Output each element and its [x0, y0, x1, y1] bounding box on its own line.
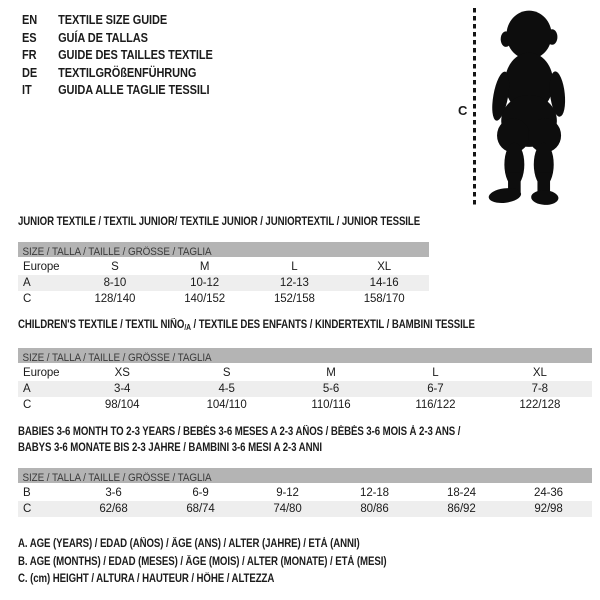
size-cell: 104/110 [206, 399, 247, 411]
language-code: IT [22, 83, 32, 98]
legend-note-line: B. AGE (MONTHS) / EDAD (MESES) / ÂGE (MOIS) / ALTER (MONATE) / ETÀ (MESI) [18, 555, 387, 568]
size-cell: 10-12 [190, 277, 220, 289]
size-header-bar [18, 468, 592, 483]
size-header-bar [18, 242, 429, 257]
size-cell: 3-4 [114, 383, 131, 395]
language-row [22, 47, 213, 65]
size-cell: 6-9 [192, 487, 209, 499]
size-cell: 6-7 [427, 383, 444, 395]
legend-note-line: C. (cm) HEIGHT / ALTURA / HAUTEUR / HÖHE / ALTEZZA [18, 573, 275, 586]
size-cell: 9-12 [276, 487, 299, 499]
size-cell: 18-24 [447, 487, 476, 499]
table-title-part: BABYS 3-6 MONATE BIS 2-3 JAHRE / BAMBINI 3-6 MESI A 2-3 ANNI [18, 442, 322, 454]
table-title [18, 424, 500, 456]
height-dashed-line [471, 8, 478, 207]
size-cell: 3-6 [105, 487, 122, 499]
size-cell: 158/170 [363, 293, 405, 305]
size-cell: 62/68 [99, 503, 128, 515]
size-cell: 12-18 [360, 487, 389, 499]
size-cell: M [199, 261, 210, 273]
table-title-part: BABIES 3-6 MONTH TO 2-3 YEARS / BEBÉS 3-6 MESES A 2-3 AÑOS / BÉBÉS 3-6 MOIS À 2-3 ANS / [18, 426, 461, 438]
size-cell: 8-10 [103, 277, 127, 289]
size-cell: L [432, 367, 439, 379]
language-row [22, 12, 213, 30]
row-label: A [23, 277, 31, 289]
row-label: B [23, 487, 31, 499]
size-cell: XL [377, 261, 392, 273]
table-row [18, 365, 592, 381]
table-row [18, 485, 592, 501]
size-cell: 74/80 [273, 503, 302, 515]
row-label: A [23, 383, 31, 395]
size-cell: 68/74 [186, 503, 215, 515]
row-label: C [23, 293, 32, 305]
language-title-list [22, 12, 239, 100]
language-title: GUÍA DE TALLAS [58, 30, 148, 45]
language-row [22, 65, 213, 83]
table-row [18, 275, 429, 291]
size-cell: 140/152 [184, 293, 226, 305]
baby-silhouette-icon [486, 7, 570, 209]
size-cell: 4-5 [218, 383, 235, 395]
size-cell: XS [114, 367, 130, 379]
size-cell: 98/104 [104, 399, 140, 411]
size-cell: S [111, 261, 119, 273]
language-row [22, 30, 213, 48]
table-title-part: / TEXTILE DES ENFANTS / KINDERTEXTIL / BAMBINI TESSILE [190, 319, 475, 331]
size-cell: 122/128 [519, 399, 561, 411]
row-label: Europe [23, 367, 60, 379]
row-label: Europe [23, 261, 60, 273]
size-cell: 92/98 [534, 503, 563, 515]
row-label: C [23, 399, 32, 411]
size-cell: 24-36 [534, 487, 563, 499]
size-cell: 128/140 [94, 293, 136, 305]
table-title [18, 317, 500, 336]
table-row [18, 501, 592, 517]
table-row [18, 259, 429, 275]
size-cell: 80/86 [360, 503, 389, 515]
table-row [18, 397, 592, 413]
size-cell: 152/158 [273, 293, 315, 305]
language-code: EN [22, 13, 38, 27]
language-title: GUIDA ALLE TAGLIE TESSILI [58, 83, 210, 98]
height-measure-label: C [458, 103, 468, 118]
table-row [18, 291, 429, 307]
language-title: TEXTILE SIZE GUIDE [58, 13, 168, 27]
size-header-text: SIZE / TALLA / TAILLE / GRÖSSE / TAGLIA [22, 246, 212, 257]
size-cell: 5-6 [322, 383, 340, 395]
size-cell: 86/92 [447, 503, 476, 515]
size-cell: L [291, 261, 298, 273]
size-cell: 110/116 [311, 399, 351, 411]
size-table-junior [18, 214, 429, 307]
size-cell: 12-13 [279, 277, 309, 289]
table-title-part: CHILDREN'S TEXTILE / TEXTIL NIÑO [18, 319, 185, 331]
language-code: ES [22, 30, 37, 45]
table-title-part: JUNIOR TEXTILE / TEXTIL JUNIOR/ TEXTILE JUNIOR / JUNIORTEXTIL / JUNIOR TESSILE [18, 216, 421, 228]
size-cell: 116/122 [415, 399, 456, 411]
language-row [22, 82, 213, 100]
size-header-text: SIZE / TALLA / TAILLE / GRÖSSE / TAGLIA [22, 352, 212, 363]
language-code: DE [22, 65, 38, 80]
size-cell: 14-16 [369, 277, 399, 289]
size-table-babies [18, 424, 592, 517]
size-header-bar [18, 348, 592, 363]
language-title: GUIDE DES TAILLES TEXTILE [58, 48, 213, 63]
size-cell: S [222, 367, 231, 379]
legend-note-line: A. AGE (YEARS) / EDAD (AÑOS) / ÂGE (ANS) / ALTER (JAHRE) / ETÀ (ANNI) [18, 538, 360, 550]
size-header-text: SIZE / TALLA / TAILLE / GRÖSSE / TAGLIA [22, 472, 212, 483]
language-code: FR [22, 48, 37, 63]
size-table-children [18, 317, 592, 413]
table-title [18, 214, 421, 230]
size-cell: XL [532, 367, 547, 379]
language-title: TEXTILGRÖßENFÜHRUNG [58, 65, 197, 80]
table-title-part: /A [184, 323, 191, 332]
size-cell: M [326, 367, 336, 379]
table-row [18, 381, 592, 397]
row-label: C [23, 503, 32, 515]
size-cell: 7-8 [531, 383, 548, 395]
legend-notes [18, 536, 457, 589]
